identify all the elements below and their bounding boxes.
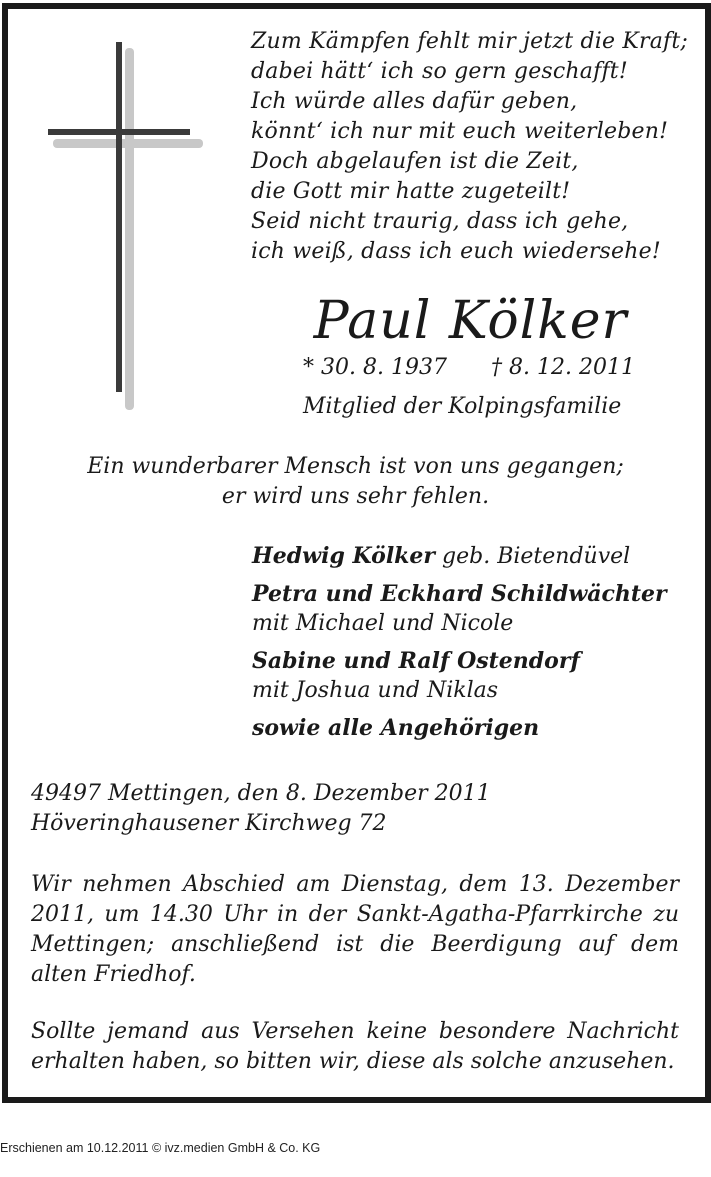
poem-line: ich weiß, dass ich euch wiedersehe! [251, 239, 661, 264]
tribute-line: er wird uns sehr fehlen. [221, 484, 490, 509]
mourner-name: Petra und Eckhard Schildwächter [252, 581, 667, 607]
membership-line: Mitglied der Kolpingsfamilie [303, 394, 622, 419]
mourner-name: sowie alle Angehörigen [252, 715, 540, 741]
poem [251, 27, 688, 267]
mourner-name: Sabine und Ralf Ostendorf [252, 648, 580, 674]
address-line: Höveringhausener Kirchweg 72 [31, 811, 387, 836]
address-line: 49497 Mettingen, den 8. Dezember 2011 [31, 781, 491, 806]
mourner-name: Hedwig Kölker [252, 543, 436, 569]
poem-line: Ich würde alles dafür geben, [251, 89, 578, 114]
life-dates [303, 355, 635, 380]
birth-date: * 30. 8. 1937 [303, 355, 447, 380]
deceased-name: Paul Kölker [313, 291, 628, 351]
poem-line: die Gott mir hatte zugeteilt! [251, 179, 571, 204]
cross-icon [40, 36, 210, 416]
mourner-note: mit Joshua und Niklas [252, 678, 499, 703]
mourner-note: mit Michael und Nicole [252, 611, 514, 636]
poem-line: Zum Kämpfen fehlt mir jetzt die Kraft; [251, 29, 689, 54]
tribute-line: Ein wunderbarer Mensch ist von uns gegangen; [87, 454, 624, 479]
poem-line: könnt‘ ich nur mit euch weiterleben! [251, 119, 669, 144]
closing-note: Sollte jemand aus Versehen keine besondere Nachricht erhalten haben, so bitten wir, diese als solche anzusehen. [31, 1019, 679, 1074]
tribute [0, 452, 711, 512]
publication-footer: Erschienen am 10.12.2011 © ivz.medien GmbH & Co. KG [0, 1141, 321, 1155]
mourner-entry [252, 541, 667, 572]
poem-line: Seid nicht traurig, dass ich gehe, [251, 209, 629, 234]
poem-line: Doch abgelaufen ist die Zeit, [251, 149, 579, 174]
address [31, 779, 491, 839]
mourner-note: geb. Bietendüvel [442, 544, 631, 569]
death-date: † 8. 12. 2011 [491, 355, 635, 380]
funeral-notice: Wir nehmen Abschied am Dienstag, dem 13. Dezember 2011, um 14.30 Uhr in der Sankt-Agatha-Pfarrkirche zu Mettingen; anschließend ist die Beerdigung auf dem alten Friedhof. [31, 872, 679, 987]
poem-line: dabei hätt‘ ich so gern geschafft! [251, 59, 628, 84]
mourners-list [252, 541, 667, 743]
